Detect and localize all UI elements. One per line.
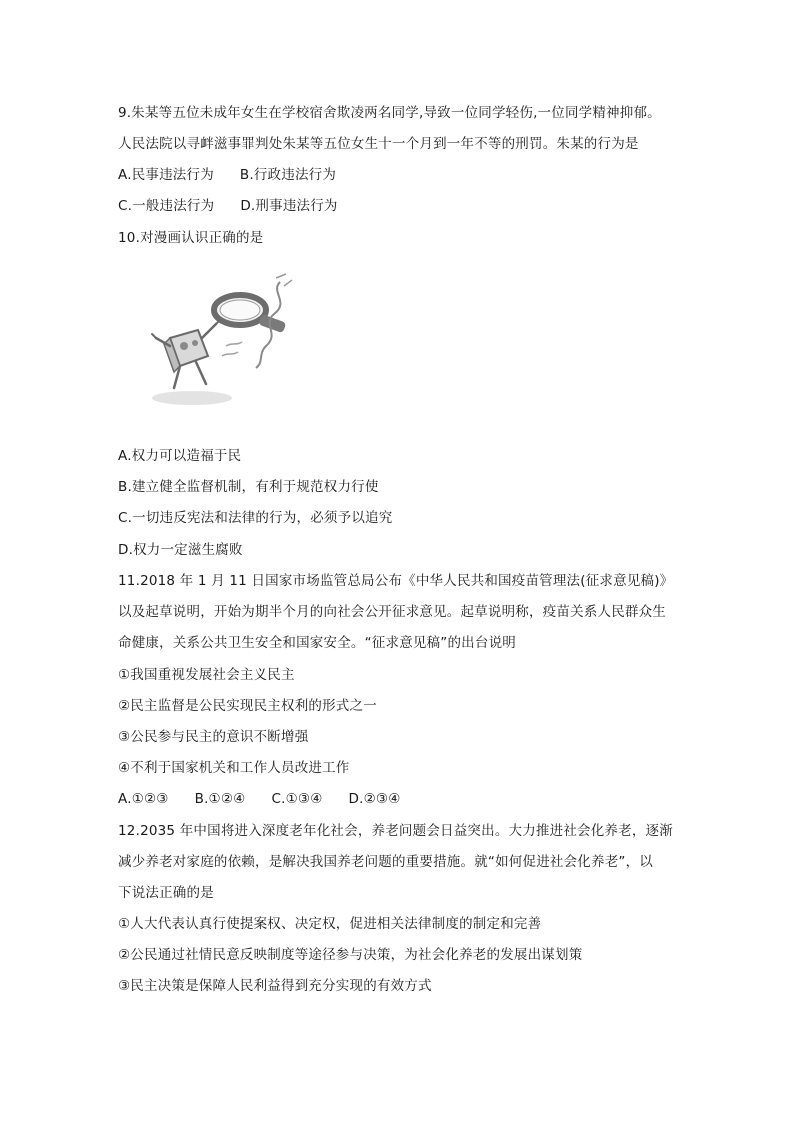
q11-stem-line1: 11.2018 年 1 月 11 日国家市场监管总局公布《中华人民共和国疫苗管理法(征求意见稿)》	[118, 573, 674, 589]
q11-option-c: C.①③④	[271, 791, 323, 807]
q12-stem-line1: 12.2035 年中国将进入深度老年化社会，养老问题会日益突出。大力推进社会化养老，逐渐	[118, 823, 673, 839]
q12-item-1: ①人大代表认真行使提案权、决定权，促进相关法律制度的制定和完善	[118, 916, 542, 932]
q10-option-d: D.权力一定滋生腐败	[118, 542, 243, 558]
q10-stem: 10.对漫画认识正确的是	[118, 230, 264, 246]
q12-item-3: ③民主决策是保障人民利益得到充分实现的有效方式	[118, 978, 432, 994]
q11-option-a: A.①②③	[118, 791, 169, 807]
cartoon-illustration	[140, 268, 310, 418]
q9-option-a: A.民事违法行为	[118, 167, 214, 183]
q11-options	[118, 789, 401, 809]
q9-stem-line2: 人民法院以寻衅滋事罪判处朱某等五位女生十一个月到一年不等的刑罚。朱某的行为是	[118, 136, 639, 152]
cartoon-shadow	[152, 391, 232, 405]
q10-option-a: A.权力可以造福于民	[118, 448, 242, 464]
q9-options-row1	[118, 165, 336, 185]
q11-item-3: ③公民参与民主的意识不断增强	[118, 729, 309, 745]
magnifying-glass-icon	[214, 295, 286, 333]
q11-item-1: ①我国重视发展社会主义民主	[118, 667, 295, 683]
motion-lines	[222, 342, 242, 356]
q9-option-c: C.一般违法行为	[118, 198, 215, 214]
q9-stem-line1: 9.朱某等五位未成年女生在学校宿舍欺凌两名同学,导致一位同学轻伤,一位同学精神抑郁。	[118, 105, 661, 121]
q11-item-4: ④不利于国家机关和工作人员改进工作	[118, 760, 350, 776]
q11-item-2: ②民主监督是公民实现民主权利的形式之一	[118, 698, 377, 714]
q10-option-c: C.一切违反宪法和法律的行为，必须予以追究	[118, 510, 393, 526]
q12-stem-line2: 减少养老对家庭的依赖，是解决我国养老问题的重要措施。就“如何促进社会化养老”，以	[118, 854, 653, 870]
q10-option-b: B.建立健全监督机制，有利于规范权力行使	[118, 479, 379, 495]
q11-stem-line3: 命健康，关系公共卫生安全和国家安全。“征求意见稿”的出台说明	[118, 635, 516, 651]
q9-option-d: D.刑事违法行为	[240, 198, 338, 214]
q9-option-b: B.行政违法行为	[239, 167, 337, 183]
q11-option-d: D.②③④	[348, 791, 401, 807]
q11-option-b: B.①②④	[194, 791, 246, 807]
q12-stem-line3: 下说法正确的是	[118, 885, 214, 901]
running-character	[152, 320, 220, 388]
q12-item-2: ②公民通过社情民意反映制度等途径参与决策，为社会化养老的发展出谋划策	[118, 947, 583, 963]
q9-options-row2	[118, 196, 338, 216]
q11-stem-line2: 以及起草说明，开始为期半个月的向社会公开征求意见。起草说明称，疫苗关系人民群众生	[118, 604, 666, 620]
